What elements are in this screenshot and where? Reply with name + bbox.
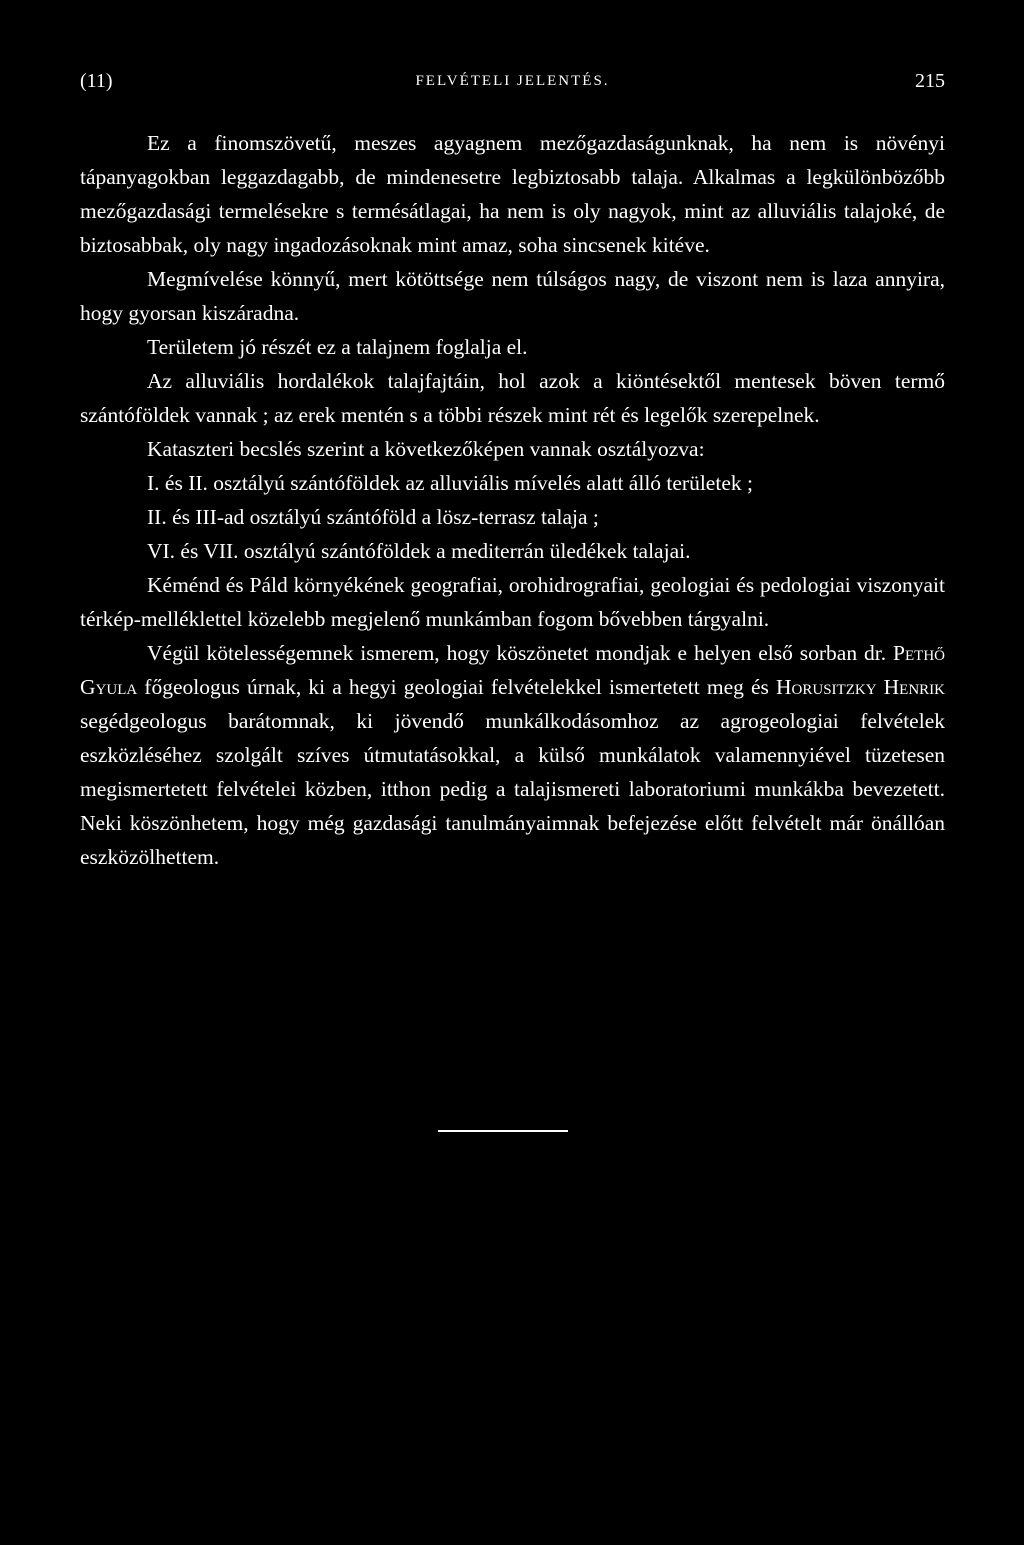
acknowledgement-text-3: segédgeologus barátomnak, ki jövendő munkálkodásomhoz az agrogeologiai felvételek eszközléséhez szolgált szíves útmutatásokkal, a külső munkálatok valamennyiével tüzetesen megismertetett felvételei közben, itthon pedig a talajismereti laboratoriumi munkákba bevezetett. Neki köszönhetem, hogy még gazdasági tanulmányaimnak befejezése előtt felvételt már önállóan eszközölhettem. bbox=[80, 709, 945, 869]
body-text bbox=[80, 126, 945, 874]
section-number: (11) bbox=[80, 70, 113, 92]
paragraph-kemend-pald: Kéménd és Páld környékének geografiai, orohidrografiai, geologiai és pedologiai viszonyait térkép-melléklettel közelebb megjelenő munkámban fogom bővebben tárgyalni. bbox=[80, 573, 945, 631]
paragraph-soil-description: Ez a finomszövetű, meszes agyagnem mezőgazdaságunknak, ha nem is növényi tápanyagokban leggazdagabb, de mindenesetre legbiztosabb talaja. Alkalmas a legkülönbözőbb mezőgazdasági termelésekre s termésátlagai, ha nem is oly nagyok, mint az alluviális talajoké, de biztosabbak, oly nagy ingadozásoknak mint amaz, soha sincsenek kitéve. bbox=[80, 131, 945, 257]
page-number: 215 bbox=[915, 70, 945, 92]
running-title: FELVÉTELI JELENTÉS. bbox=[415, 73, 610, 89]
person-name-horusitzky: Horusitzky Henrik bbox=[776, 675, 945, 699]
person-name-petho: Pethő Gyula bbox=[80, 641, 945, 699]
classification-item-3: VI. és VII. osztályú szántóföldek a mediterrán üledékek talajai. bbox=[147, 539, 691, 563]
paragraph-acknowledgement bbox=[80, 636, 945, 874]
running-head bbox=[80, 66, 945, 96]
acknowledgement-text-1: Végül kötelességemnek ismerem, hogy köszönetet mondjak e helyen első sorban dr. bbox=[147, 641, 894, 665]
closing-rule bbox=[438, 1130, 568, 1132]
acknowledgement-text-2: főgeologus úrnak, ki a hegyi geologiai felvételekkel ismertetett meg és bbox=[137, 675, 776, 699]
paragraph-territory: Területem jó részét ez a talajnem foglalja el. bbox=[147, 335, 528, 359]
paragraph-cultivation: Megmívelése könnyű, mert kötöttsége nem túlságos nagy, de viszont nem is laza annyira, hogy gyorsan kiszáradna. bbox=[80, 267, 945, 325]
page bbox=[80, 0, 945, 1545]
paragraph-alluvial: Az alluviális hordalékok talajfajtáin, hol azok a kiöntésektől mentesek böven termő szántóföldek vannak ; az erek mentén s a többi részek mint rét és legelők szerepelnek. bbox=[80, 369, 945, 427]
paragraph-cadastral: Kataszteri becslés szerint a következőképen vannak osztályozva: bbox=[147, 437, 705, 461]
classification-item-1: I. és II. osztályú szántóföldek az alluviális mívelés alatt álló területek ; bbox=[147, 471, 753, 495]
classification-item-2: II. és III-ad osztályú szántóföld a lösz-terrasz talaja ; bbox=[147, 505, 599, 529]
